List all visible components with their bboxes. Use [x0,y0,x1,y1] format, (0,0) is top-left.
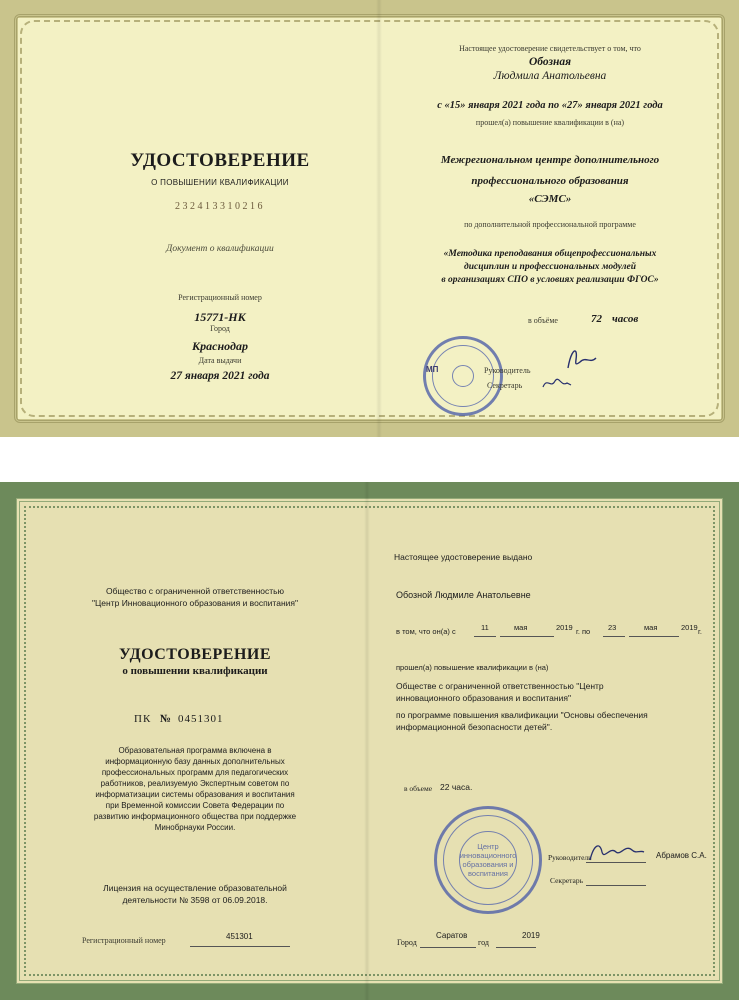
description-line-2: информационную базу данных дополнительных [105,757,285,766]
round-seal [434,806,542,914]
issuer-org-line-1: Общество с ограниченной ответственностью [106,586,284,596]
description-line-6: при Временной комиссии Совета Федерации по [105,801,285,810]
recipient-name: Людмила Анатольевна [493,70,607,82]
hours-value: 72 [591,313,602,325]
reg-number-label: Регистрационный номер [82,936,166,945]
description-line-8: Минобрнауки России. [154,823,236,832]
city: Саратов [436,931,468,940]
year-label: год [478,938,489,947]
reg-number: 451301 [226,932,253,941]
volume-label: в объёме [528,316,558,325]
year: 2019 [522,931,540,940]
year-line [496,947,536,948]
secretary-signature-line [586,885,646,886]
program-line-3: в организациях СПО в условиях реализации ФГОС» [441,275,659,285]
certificate-ciov [0,482,739,1000]
issued-intro: Настоящее удостоверение выдано [394,552,533,562]
day-from-line [474,636,496,637]
month-to-line [629,636,679,637]
year-suffix: г. [698,627,702,636]
day-to-line [603,636,625,637]
series-code: ПК [134,713,152,725]
issuer-org-line-2: "Центр Инновационного образования и воспитания" [91,598,299,608]
volume-label: в объеме [404,784,433,793]
seal-text: Центр инновационного образования и воспитания [459,831,517,889]
description-line-5: информатизации системы образования и воспитания [95,790,295,799]
head-label: Руководитель [484,366,531,375]
description-line-3: профессиональных программ для педагогических [101,768,289,777]
recipient-name: Обозной Людмиле Анатольевне [396,590,531,600]
director-name: Абрамов С.А. [656,851,707,860]
number-sign: № [160,713,172,725]
certifies-intro: Настоящее удостоверение свидетельствует о том, что [459,44,641,53]
round-seal [423,336,503,416]
city-label: Город [397,938,417,947]
day-to: 23 [608,623,617,632]
description-line-7: развитию информационного общества при поддержке [93,812,297,821]
director-label: Руководитель [548,853,592,862]
program-line-1: «Методика преподавания общепрофессиональных [443,249,657,259]
reg-number-label: Регистрационный номер [178,293,262,302]
program-line-2: информационной безопасности детей". [396,722,553,732]
license-line-2: деятельности № 3598 от 06.09.2018. [122,895,268,905]
month-from: мая [514,623,528,632]
blank-number: 0451301 [178,713,224,725]
period-middle: г. по [576,627,591,636]
month-to: мая [644,623,658,632]
head-signature [560,346,600,372]
program-label: по дополнительной профессиональной программе [464,220,636,229]
org-line-2: профессионального образования [471,175,629,187]
certificate-title: УДОСТОВЕРЕНИЕ [130,150,310,171]
hours-unit: часов [612,313,639,325]
certificate-sems [0,0,739,437]
blank-number: 232413310216 [175,201,265,212]
issue-date-label: Дата выдачи [198,356,242,365]
org-line-1: Межрегиональном центре дополнительного [440,154,660,166]
reg-number: 15771-НК [194,310,246,324]
secretary-label: Секретарь [487,381,523,390]
city-line [420,947,476,948]
city-label: Город [210,324,230,333]
year-to: 2019 [681,623,698,632]
day-from: 11 [481,623,489,632]
certificate-title: УДОСТОВЕРЕНИЕ [118,646,272,663]
secretary-label: Секретарь [550,876,584,885]
page-fold [376,0,382,437]
year-from: 2019 [556,623,573,632]
certificate-subtitle: О ПОВЫШЕНИИ КВАЛИФИКАЦИИ [151,178,289,187]
org-line-2: инновационного образования и воспитания" [396,693,571,703]
program-line-1: по программе повышения квалификации "Основы обеспечения [396,710,648,720]
training-period: с «15» января 2021 года по «27» января 2021 года [437,100,663,111]
document-type: Документ о квалификации [166,244,274,254]
month-from-line [500,636,554,637]
org-line-1: Обществе с ограниченной ответственностью "Центр [396,681,604,691]
reg-number-line [190,946,290,947]
secretary-signature [540,373,574,393]
org-line-3: «СЭМС» [528,193,572,205]
program-line-2: дисциплин и профессиональных модулей [464,262,636,272]
mp-mark: МП [426,365,439,374]
license-line-1: Лицензия на осуществление образовательной [103,883,287,893]
recipient-surname: Обозная [528,56,572,68]
passed-text: прошел(а) повышение квалификации в (на) [396,663,549,672]
issue-date: 27 января 2021 года [170,370,270,382]
director-signature-line [586,862,646,863]
passed-text: прошел(а) повышение квалификации в (на) [475,118,625,127]
page-fold [364,482,370,1000]
hours-value: 22 часа. [440,782,473,792]
description-line-1: Образовательная программа включена в [118,746,272,755]
certificate-subtitle: о повышении квалификации [122,665,268,677]
description-line-4: работников, реализуемую Экспертным советом по [100,779,290,788]
period-prefix: в том, что он(а) с [396,627,456,636]
seal-core [452,365,474,387]
city: Краснодар [192,339,248,353]
